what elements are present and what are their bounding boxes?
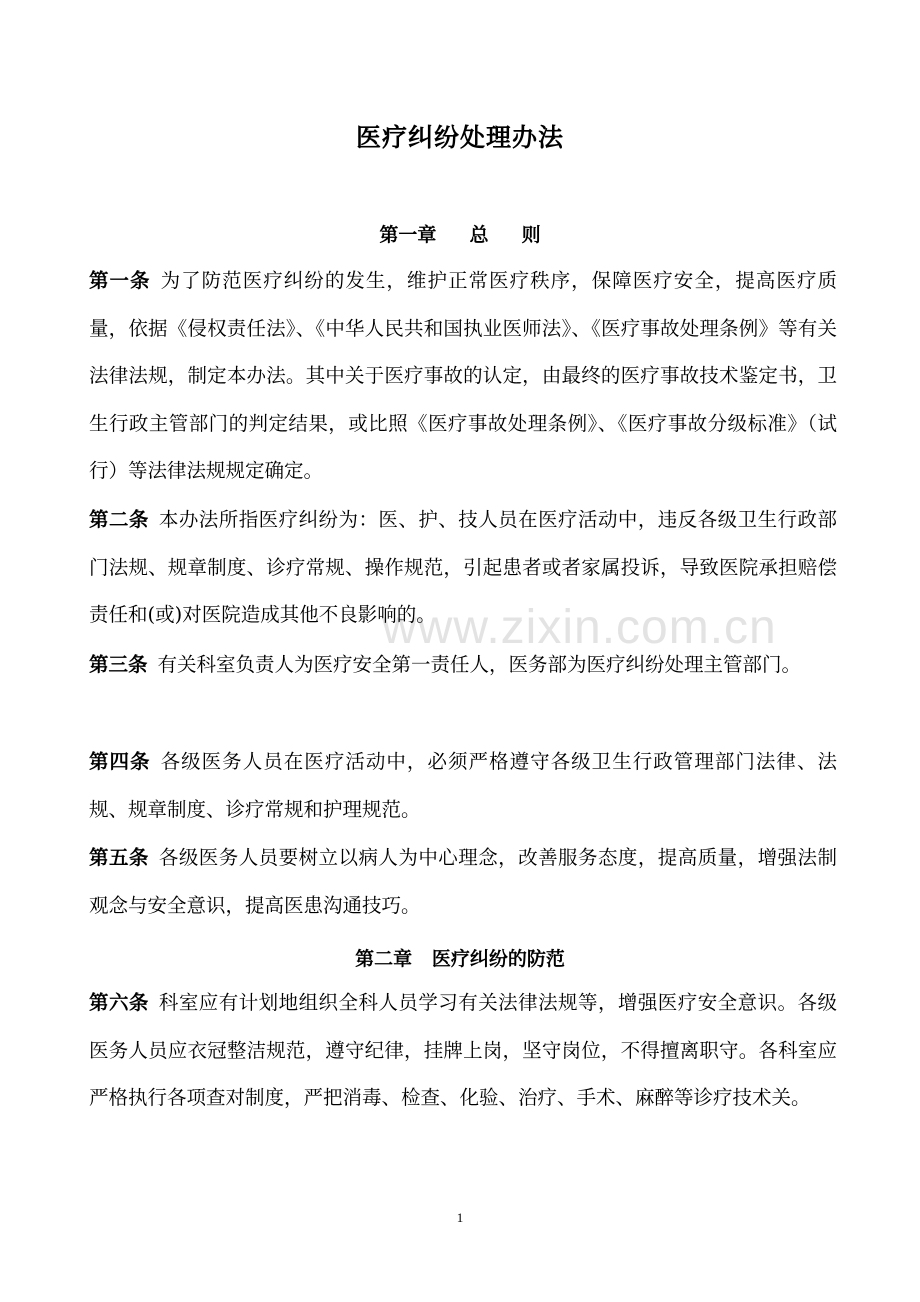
chapter-2-heading: 第二章 医疗纠纷的防范 [355,948,565,970]
chapter-1-heading: 第一章 总 则 [379,224,541,246]
article-2-text: 本办法所指医疗纠纷为：医、护、技人员在医疗活动中，违反各级卫生行政部门法规、规章制度、诊疗常规、操作规范，引起患者或者家属投诉，导致医院承担赔偿责任和(或)对医院造成其他不良影响的。 [89,508,837,626]
article-5 [89,834,837,929]
article-5-text: 各级医务人员要树立以病人为中心理念，改善服务态度，提高质量，增强法制观念与安全意识，提高医患沟通技巧。 [89,846,837,917]
document-title: 医疗纠纷处理办法 [355,123,564,152]
article-1-text: 为了防范医疗纠纷的发生，维护正常医疗秩序，保障医疗安全，提高医疗质量，依据《侵权责任法》、《中华人民共和国执业医师法》、《医疗事故处理条例》等有关法律法规，制定本办法。其中关于医疗事故的认定，由最终的医疗事故技术鉴定书，卫生行政主管部门的判定结果，或比照《医疗事故处理条例》、《医疗事故分级标准》（试行）等法律法规规定确定。 [89,269,837,482]
article-2-label: 第二条 [89,508,149,531]
article-1 [89,257,837,495]
page-number: 1 [456,1210,464,1225]
watermark: www.zixin.com.cn [382,601,777,654]
article-6-text: 科室应有计划地组织全科人员学习有关法律法规等，增强医疗安全意识。各级医务人员应衣冠整洁规范，遵守纪律，挂牌上岗，坚守岗位，不得擅离职守。各科室应严格执行各项查对制度，严把消毒、检查、化验、治疗、手术、麻醉等诊疗技术关。 [89,991,837,1109]
article-3 [89,641,837,689]
article-4 [89,738,837,833]
article-5-label: 第五条 [89,846,149,869]
article-6-label: 第六条 [89,991,149,1014]
article-2 [89,496,837,639]
article-6 [89,979,837,1122]
article-3-label: 第三条 [89,653,148,676]
article-1-label: 第一条 [89,269,151,292]
article-4-label: 第四条 [89,750,151,773]
article-4-text: 各级医务人员在医疗活动中，必须严格遵守各级卫生行政管理部门法律、法规、规章制度、诊疗常规和护理规范。 [89,750,837,821]
article-3-text: 有关科室负责人为医疗安全第一责任人，医务部为医疗纠纷处理主管部门。 [157,653,802,676]
